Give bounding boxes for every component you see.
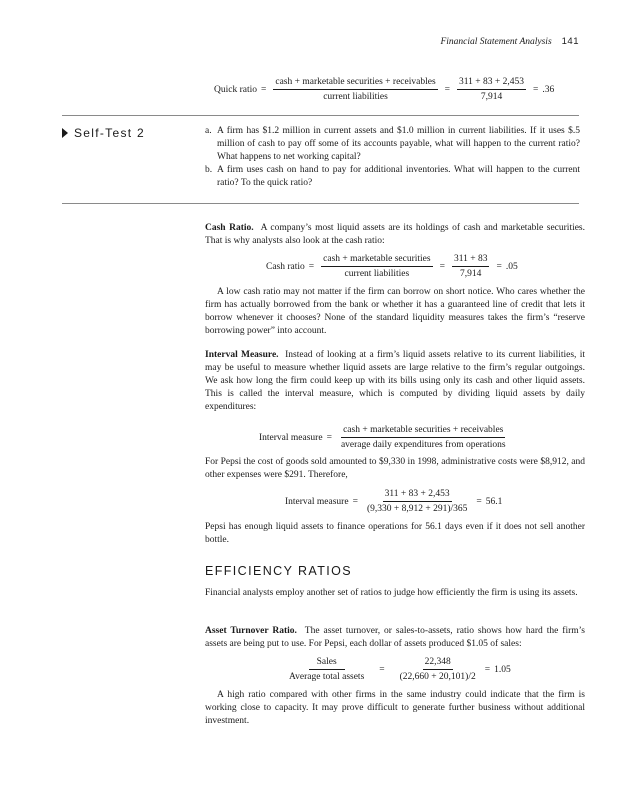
asset-turnover-followup: A high ratio compared with other firms in the same industry could indicate that the firm is working close to capacity. It may prove difficult to generate further business without additional investment. bbox=[205, 690, 585, 726]
cash-ratio-formula: Cash ratio = $\frac{\text{cash + marketable securities}}{\text{current liabilities}}$ = $\frac{311 + 83}{7,914}$ = .05 bbox=[266, 254, 518, 279]
self-test-label: Self-Test 2 bbox=[62, 126, 145, 140]
section-heading: EFFICIENCY RATIOS bbox=[205, 564, 352, 578]
interval-measure-formula: Interval measure = $\frac{\text{cash + marketable securities + receivables}}{\text{average daily expenditures from operations}}$ bbox=[259, 425, 506, 450]
cash-ratio-intro: Cash Ratio. A company’s most liquid assets are its holdings of cash and marketable securities. That is why analysts also look at the cash ratio: bbox=[205, 223, 586, 246]
interval-measure-calc: Interval measure = $\frac{311 + 83 + 2,453}{(9,330 + 8,912 + 291)/365}$ = 56.1 bbox=[285, 489, 503, 514]
pepsi-expenses-text: For Pepsi the cost of goods sold amounted to $9,330 in 1998, administrative costs were $8,912, and other expenses were $291. Therefore, bbox=[205, 457, 585, 480]
asset-turnover-intro: Asset Turnover Ratio. The asset turnover, or sales-to-assets, ratio shows how hard the firm’s assets are being put to use. For Pepsi, each dollar of assets produced $1.05 of sales: bbox=[205, 626, 585, 649]
efficiency-intro: Financial analysts employ another set of ratios to judge how efficiently the firm is using its assets. bbox=[205, 588, 578, 598]
asset-turnover-heading: Asset Turnover Ratio. bbox=[205, 626, 297, 636]
asset-turnover-formula: $\frac{\text{Sales}}{\text{Average total assets}}$ = $\frac{22,348}{(22,660 + 20,101)/2}$ = 1.05 bbox=[289, 657, 511, 682]
self-test-questions bbox=[205, 125, 580, 190]
quick-ratio-result: .36 bbox=[542, 84, 555, 95]
self-test-item-b: b. A firm uses cash on hand to pay for additional inventories. What will happen to the current ratio? To the quick ratio? bbox=[205, 165, 580, 188]
header-title: Financial Statement Analysis bbox=[440, 37, 552, 47]
page-number: 141 bbox=[561, 36, 579, 47]
quick-ratio-formula: Quick ratio = $\frac{\text{cash + marketable securities + receivables}}{\text{current liabilities}}$ = $\frac{311 + 83 + 2,453}{7,914}$ = .36 bbox=[214, 77, 555, 102]
divider-top bbox=[62, 115, 579, 116]
interval-measure-heading: Interval Measure. bbox=[205, 350, 279, 360]
interval-measure-result: 56.1 bbox=[485, 496, 503, 507]
cash-ratio-result: .05 bbox=[505, 261, 518, 272]
interval-measure-conclusion: Pepsi has enough liquid assets to finance operations for 56.1 days even if it does not sell another bottle. bbox=[205, 522, 585, 545]
quick-ratio-fraction: $\frac{\text{cash + marketable securities + receivables}}{\text{current liabilities}}$ bbox=[275, 77, 436, 102]
divider-bottom bbox=[62, 203, 579, 204]
quick-ratio-label: Quick ratio bbox=[214, 84, 258, 95]
cash-ratio-followup: A low cash ratio may not matter if the firm can borrow on short notice. Who cares whether the firm has actually borrowed from the bank or whether it has a guaranteed line of credit that lets it borrow whenever it chooses? None of the standard liquidity measures takes the firm’s “reserve borrowing power” into account. bbox=[205, 287, 585, 336]
asset-turnover-result: 1.05 bbox=[494, 664, 511, 675]
cash-ratio-heading: Cash Ratio. bbox=[205, 223, 254, 233]
running-header bbox=[440, 36, 579, 47]
self-test-item-a: a. A firm has $1.2 million in current assets and $1.0 million in current liabilities. If it uses $.5 million of cash to pay off some of its accounts payable, what will happen to the current ratio? What happens to net working capital? bbox=[205, 126, 580, 162]
quick-ratio-values: $\frac{311 + 83 + 2,453}{7,914}$ bbox=[459, 77, 525, 102]
interval-measure-intro: Interval Measure. Instead of looking at a firm’s liquid assets relative to its current liabilities, it may be useful to measure whether liquid assets are large relative to the firm’s regular outgoings. We ask how long the firm could keep up with its bills using only its cash and other liquid assets. This is called the interval measure, which is computed by dividing liquid assets by daily expenditures: bbox=[205, 350, 585, 412]
triangle-marker-icon bbox=[62, 128, 68, 138]
